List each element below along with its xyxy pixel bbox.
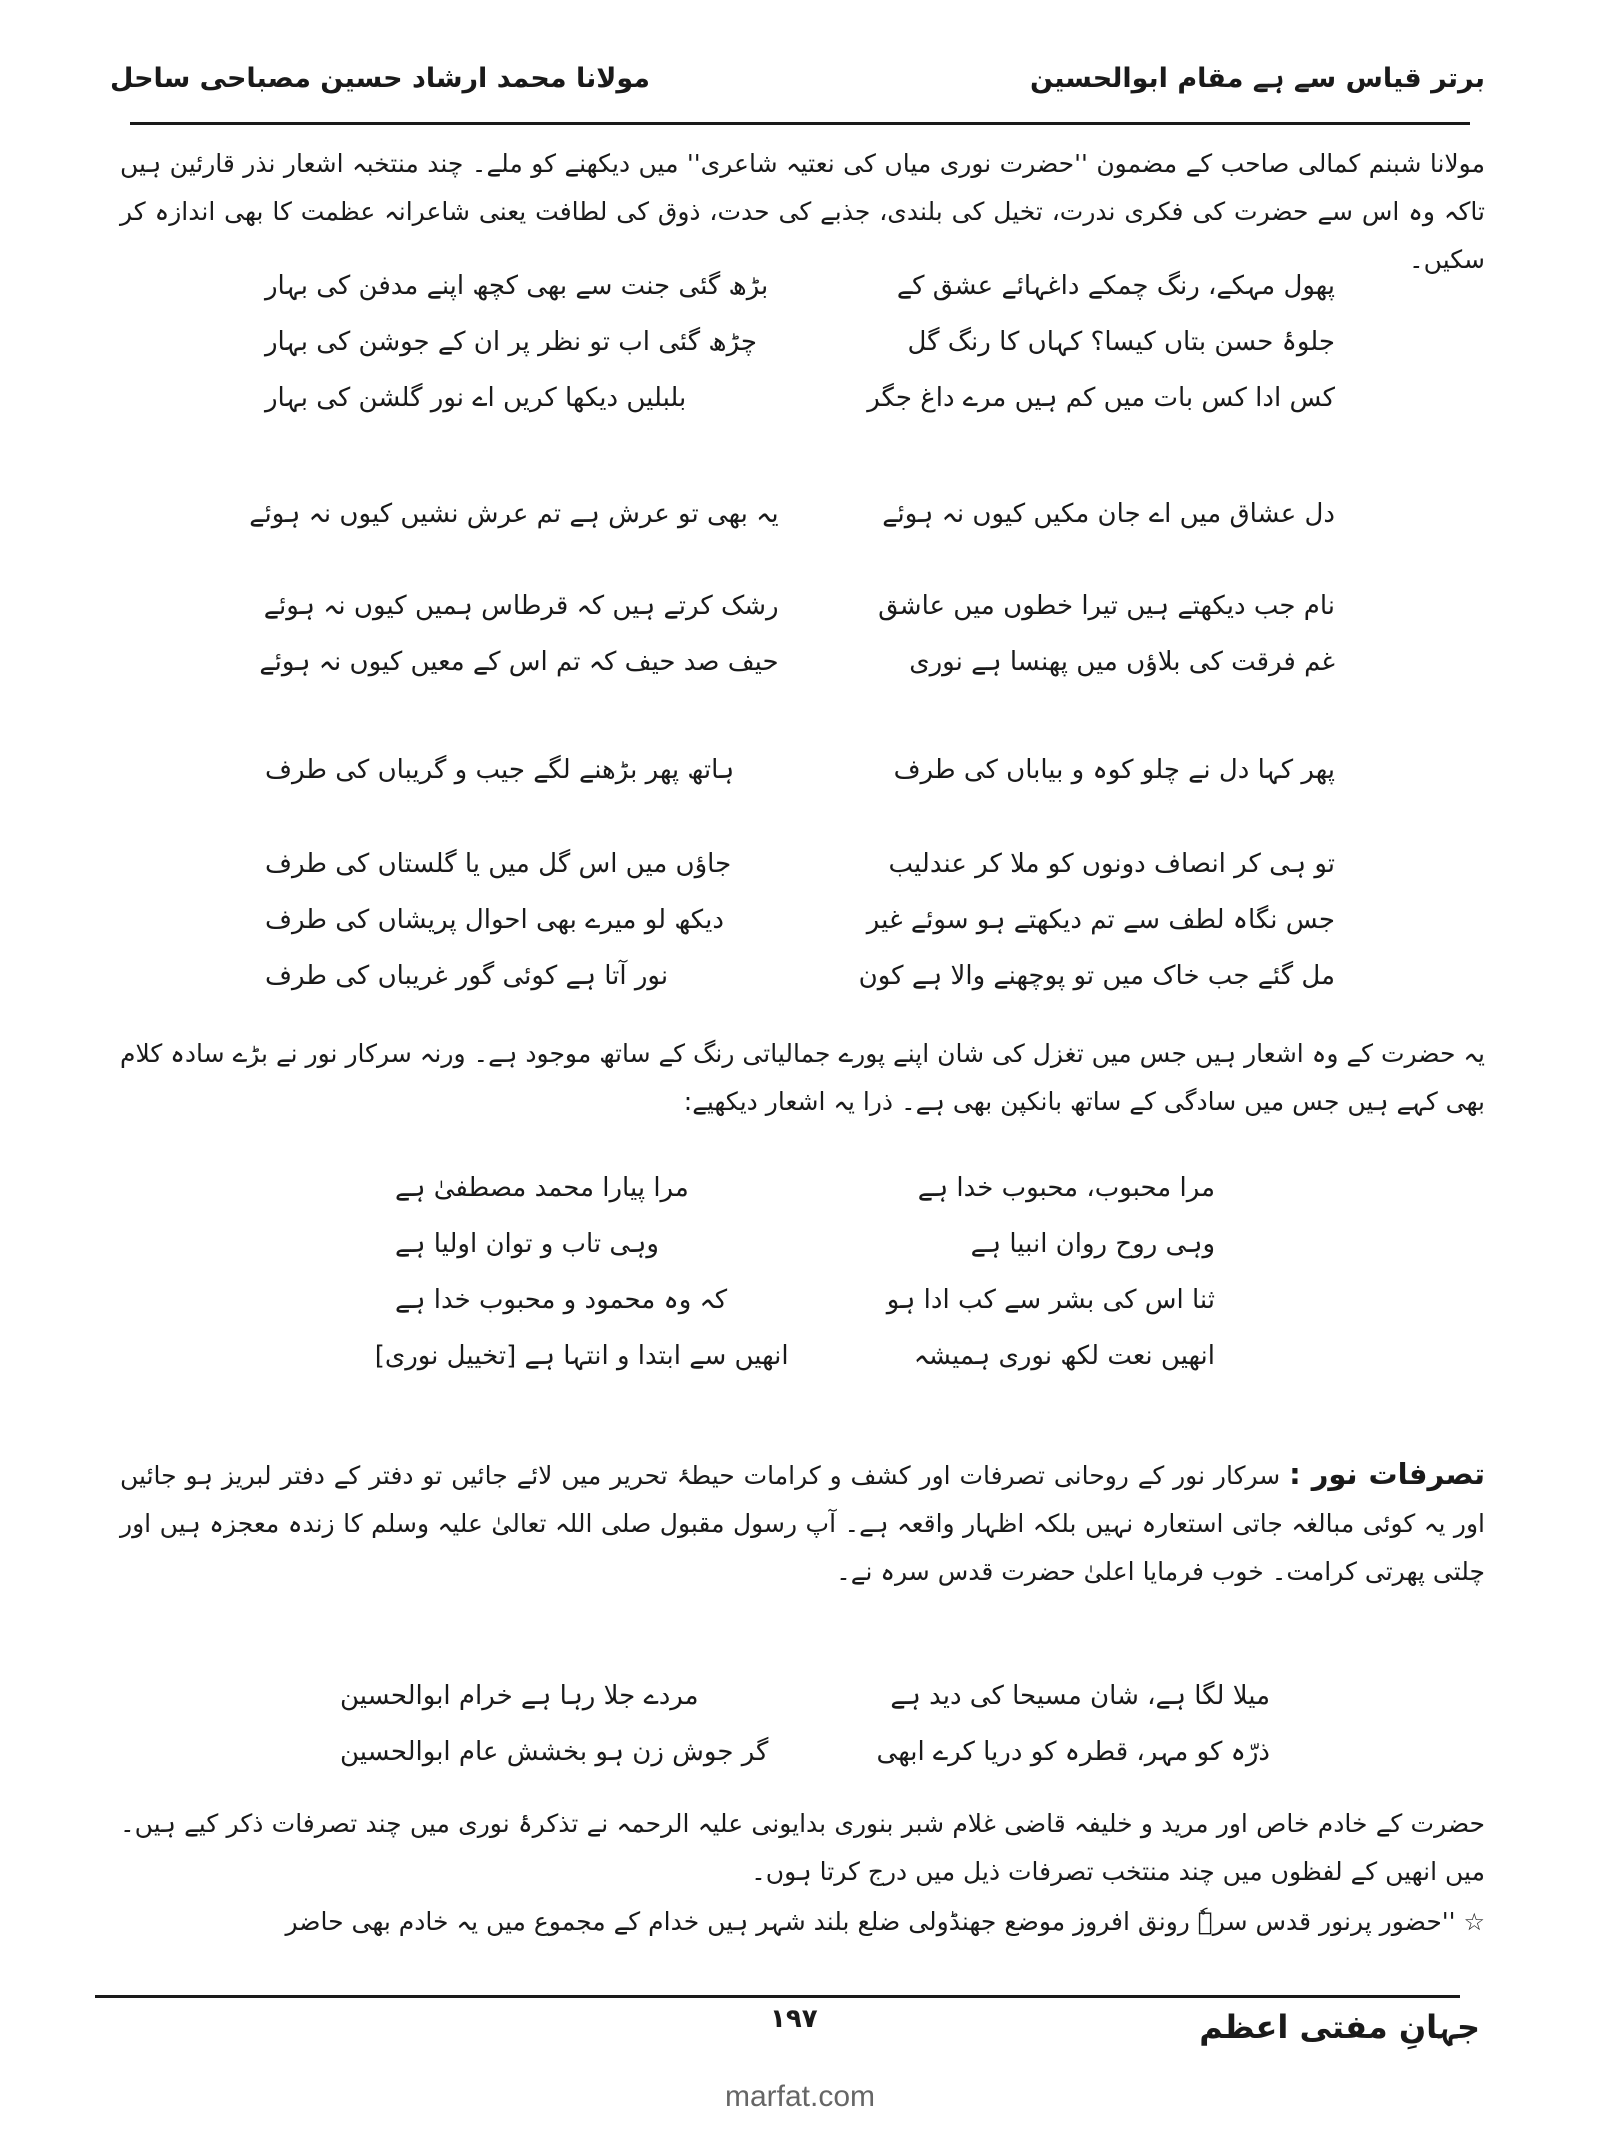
hemistich-second: حیف صد حیف کہ تم اس کے معیں کیوں نہ ہوئے (259, 647, 779, 677)
section-body: سرکار نور کے روحانی تصرفات اور کشف و کرامات حیطۂ تحریر میں لائے جائیں تو دفتر کے دفتر لبریز ہو جائیں اور یہ کوئی مبالغہ جاتی استعارہ نہیں بلکہ اظہار واقعہ ہے۔ آپ رسول مقبول صلی اللہ تعالیٰ علیہ وسلم کا زندہ معجزہ ہیں اور چلتی پھرتی کرامت۔ خوب فرمایا اعلیٰ حضرت قدس سرہ نے۔ (120, 1461, 1485, 1586)
verse-group-1 (265, 258, 1335, 426)
hemistich-first: نام جب دیکھتے ہیں تیرا خطوں میں عاشق (878, 591, 1335, 621)
hemistich-second: ہاتھ پھر بڑھنے لگے جیب و گریباں کی طرف (265, 755, 735, 785)
section-paragraph (120, 1450, 1485, 1596)
hemistich-first: جس نگاہ لطف سے تم دیکھتے ہو سوئے غیر (866, 905, 1335, 935)
paragraph-2: یہ حضرت کے وہ اشعار ہیں جس میں تغزل کی شان اپنے پورے جمالیاتی رنگ کے ساتھ موجود ہے۔ ورنہ سرکار نور نے بڑے سادہ کلام بھی کہے ہیں جس میں سادگی کے ساتھ بانکپن بھی ہے۔ ذرا یہ اشعار دیکھیے: (120, 1039, 1485, 1116)
hemistich-first: جلوۂ حسن بتاں کیسا؟ کہاں کا رنگ گل (907, 327, 1335, 357)
couplet (265, 578, 1335, 634)
verse-group-4 (265, 742, 1335, 798)
header-rule (130, 122, 1470, 125)
couplet (395, 1216, 1215, 1272)
hemistich-second: کہ وہ محمود و محبوب خدا ہے (395, 1285, 728, 1315)
hemistich-first: کس ادا کس بات میں کم ہیں مرے داغ جگر (867, 383, 1335, 413)
intro-paragraph: مولانا شبنم کمالی صاحب کے مضمون ''حضرت نوری میاں کی نعتیہ شاعری'' میں دیکھنے کو ملے۔ چند منتخبہ اشعار نذر قارئین ہیں تاکہ وہ اس سے حضرت کی فکری ندرت، تخیل کی بلندی، جذبے کی حدت، ذوق کی لطافت یعنی شاعرانہ عظمت کا بھی اندازہ کر سکیں۔ (120, 149, 1485, 274)
hemistich-first: وہی روح روان انبیا ہے (970, 1229, 1215, 1259)
couplet (340, 1668, 1270, 1724)
hemistich-second: نور آتا ہے کوئی گور غریباں کی طرف (265, 961, 669, 991)
hemistich-first: پھول مہکے، رنگ چمکے داغہائے عشق کے (896, 271, 1335, 301)
couplet (265, 370, 1335, 426)
footer-rule (95, 1995, 1460, 1998)
star-icon: ☆ (1463, 1908, 1485, 1936)
couplet (265, 742, 1335, 798)
section-title: تصرفات نور : (1289, 1457, 1485, 1491)
verse-group-3 (259, 578, 1335, 690)
verse-group-5 (265, 836, 1335, 1004)
paragraph-4 (120, 1898, 1485, 1946)
page-number: ۱۹۷ (770, 2004, 818, 2034)
couplet (265, 892, 1335, 948)
verse-group-6 (374, 1160, 1215, 1384)
hemistich-second: دیکھ لو میرے بھی احوال پریشاں کی طرف (265, 905, 724, 935)
couplet (265, 314, 1335, 370)
hemistich-second: چڑھ گئی اب تو نظر پر ان کے جوشن کی بہار (265, 327, 757, 357)
verse-group-7 (340, 1668, 1270, 1780)
hemistich-second: مرا پیارا محمد مصطفیٰ ہے (395, 1173, 689, 1203)
hemistich-first: مرا محبوب، محبوب خدا ہے (917, 1173, 1215, 1203)
paragraph-4-text: ''حضور پرنور قدس سرہٗ رونق افروز موضع جھنڈولی ضلع بلند شہر ہیں خدام کے مجموع میں یہ خادم بھی حاضر (285, 1907, 1456, 1936)
hemistich-first: ذرّہ کو مہر، قطرہ کو دریا کرے ابھی (876, 1737, 1270, 1767)
couplet (265, 258, 1335, 314)
hemistich-first: ثنا اس کی بشر سے کب ادا ہو (886, 1285, 1215, 1315)
hemistich-second: جاؤں میں اس گل میں یا گلستاں کی طرف (265, 849, 732, 879)
hemistich-second: یہ بھی تو عرش ہے تم عرش نشیں کیوں نہ ہوئے (249, 499, 779, 529)
hemistich-second: انھیں سے ابتدا و انتہا ہے [تخییل نوری] (374, 1341, 789, 1371)
hemistich-second: گر جوش زن ہو بخشش عام ابوالحسین (340, 1737, 769, 1767)
hemistich-first: پھر کہا دل نے چلو کوہ و بیاباں کی طرف (893, 755, 1335, 785)
hemistich-first: غم فرقت کی بلاؤں میں پھنسا ہے نوری (909, 647, 1335, 677)
couplet (265, 948, 1335, 1004)
couplet (249, 486, 1335, 542)
book-title: جہانِ مفتی اعظم (1199, 2008, 1480, 2046)
couplet (265, 836, 1335, 892)
watermark: marfat.com (724, 2080, 876, 2113)
couplet (259, 634, 1335, 690)
chapter-title: برتر قیاس سے ہے مقام ابوالحسین (1029, 62, 1485, 94)
hemistich-second: وہی تاب و توان اولیا ہے (395, 1229, 659, 1259)
hemistich-second: بلبلیں دیکھا کریں اے نور گلشن کی بہار (265, 383, 687, 413)
couplet (395, 1160, 1215, 1216)
couplet (374, 1328, 1215, 1384)
hemistich-first: انھیں نعت لکھ نوری ہمیشہ (913, 1341, 1215, 1371)
paragraph-3: حضرت کے خادم خاص اور مرید و خلیفہ قاضی غلام شبر بنوری بدایونی علیہ الرحمہ نے تذکرۂ نوری میں چند تصرفات ذکر کیے ہیں۔ میں انھیں کے لفظوں میں چند منتخب تصرفات ذیل میں درج کرتا ہوں۔ (120, 1809, 1485, 1886)
hemistich-first: تو ہی کر انصاف دونوں کو ملا کر عندلیب (888, 849, 1335, 879)
hemistich-second: بڑھ گئی جنت سے بھی کچھ اپنے مدفن کی بہار (265, 271, 769, 301)
hemistich-first: مل گئے جب خاک میں تو پوچھنے والا ہے کون (858, 961, 1335, 991)
author-name: مولانا محمد ارشاد حسین مصباحی ساحل (110, 62, 650, 94)
hemistich-first: میلا لگا ہے، شان مسیحا کی دید ہے (890, 1681, 1270, 1711)
verse-group-2 (249, 486, 1335, 542)
couplet (395, 1272, 1215, 1328)
couplet (340, 1724, 1270, 1780)
hemistich-second: رشک کرتے ہیں کہ قرطاس ہمیں کیوں نہ ہوئے (263, 591, 779, 621)
running-head (110, 48, 1485, 108)
hemistich-second: مردے جلا رہا ہے خرام ابوالحسین (340, 1681, 699, 1711)
hemistich-first: دل عشاق میں اے جان مکیں کیوں نہ ہوئے (882, 499, 1335, 529)
